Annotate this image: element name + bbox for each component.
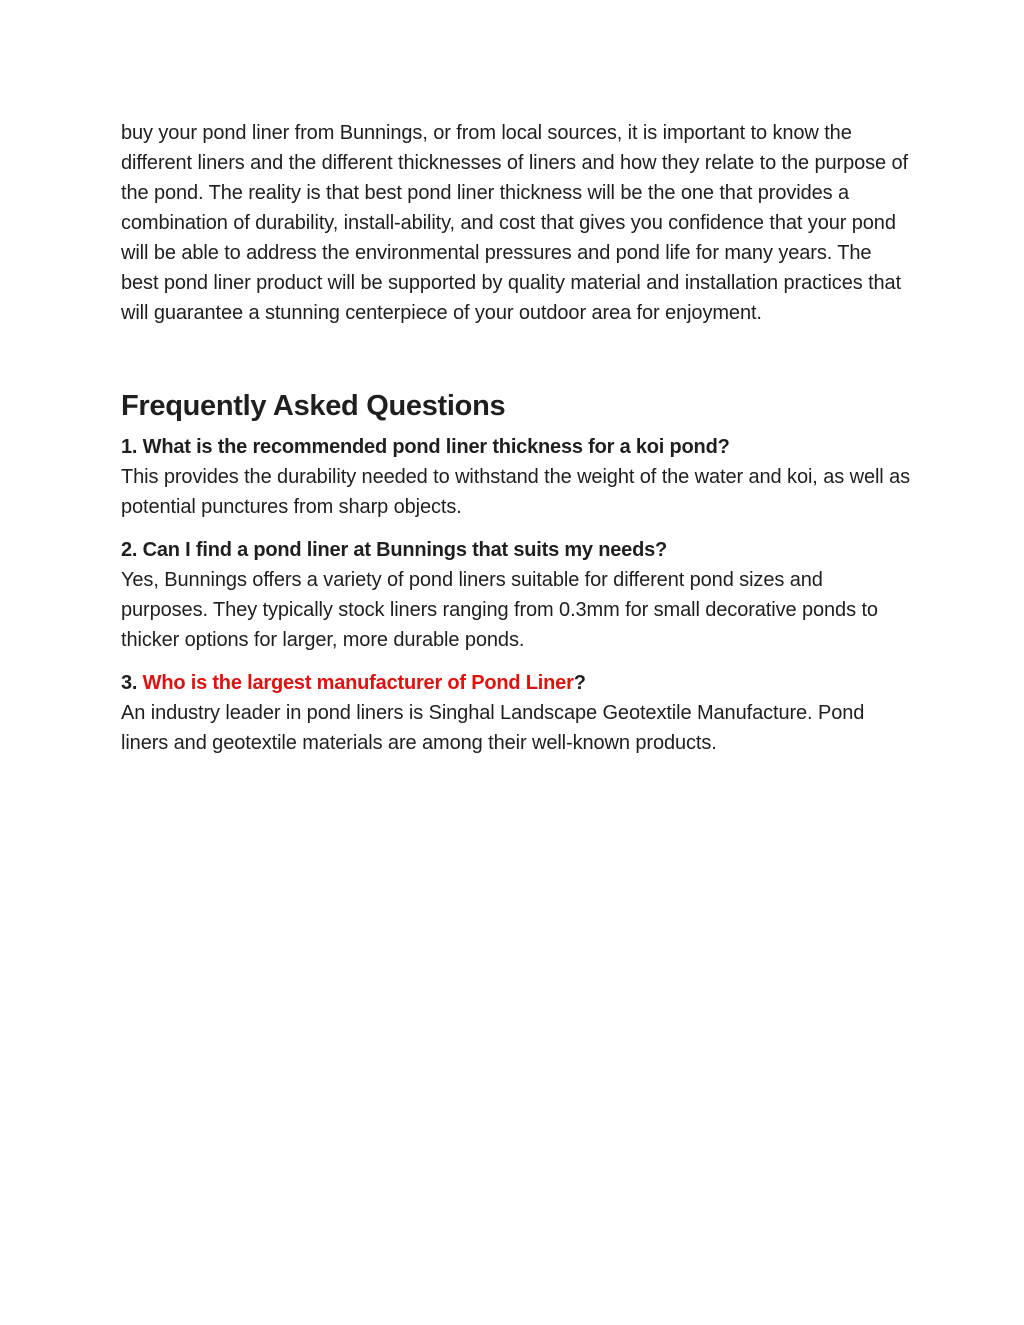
faq-item-1 [121,432,911,522]
manufacturer-link[interactable]: Who is the largest manufacturer of Pond Liner [142,672,574,694]
faq-item-2 [121,535,911,655]
faq-question-3-prefix: 3. [121,672,143,694]
faq-question-2: 2. Can I find a pond liner at Bunnings that suits my needs? [121,539,668,561]
document-page [121,118,911,758]
faq-question-3-suffix: ? [573,672,586,694]
faq-list [121,432,911,758]
intro-paragraph: buy your pond liner from Bunnings, or from local sources, it is important to know the different liners and the different thicknesses of liners and how they relate to the purpose of the pond. The reality is that best pond liner thickness will be the one that provides a combination of durability, install-ability, and cost that gives you confidence that your pond will be able to address the environmental pressures and pond life for many years. The best pond liner product will be supported by quality material and installation practices that will guarantee a stunning centerpiece of your outdoor area for enjoyment. [121,122,909,324]
faq-question-1: 1. What is the recommended pond liner thickness for a koi pond? [121,436,730,458]
faq-answer-2: Yes, Bunnings offers a variety of pond liners suitable for different pond sizes and purposes. They typically stock liners ranging from 0.3mm for small decorative ponds to thicker options for larger, more durable ponds. [121,569,878,651]
faq-answer-1: This provides the durability needed to withstand the weight of the water and koi, as well as potential punctures from sharp objects. [121,466,911,518]
faq-item-3 [121,668,911,758]
faq-answer-3: An industry leader in pond liners is Singhal Landscape Geotextile Manufacture. Pond liners and geotextile materials are among their well-known products. [121,702,865,754]
faq-heading: Frequently Asked Questions [121,390,506,422]
faq-question-3 [121,668,911,698]
